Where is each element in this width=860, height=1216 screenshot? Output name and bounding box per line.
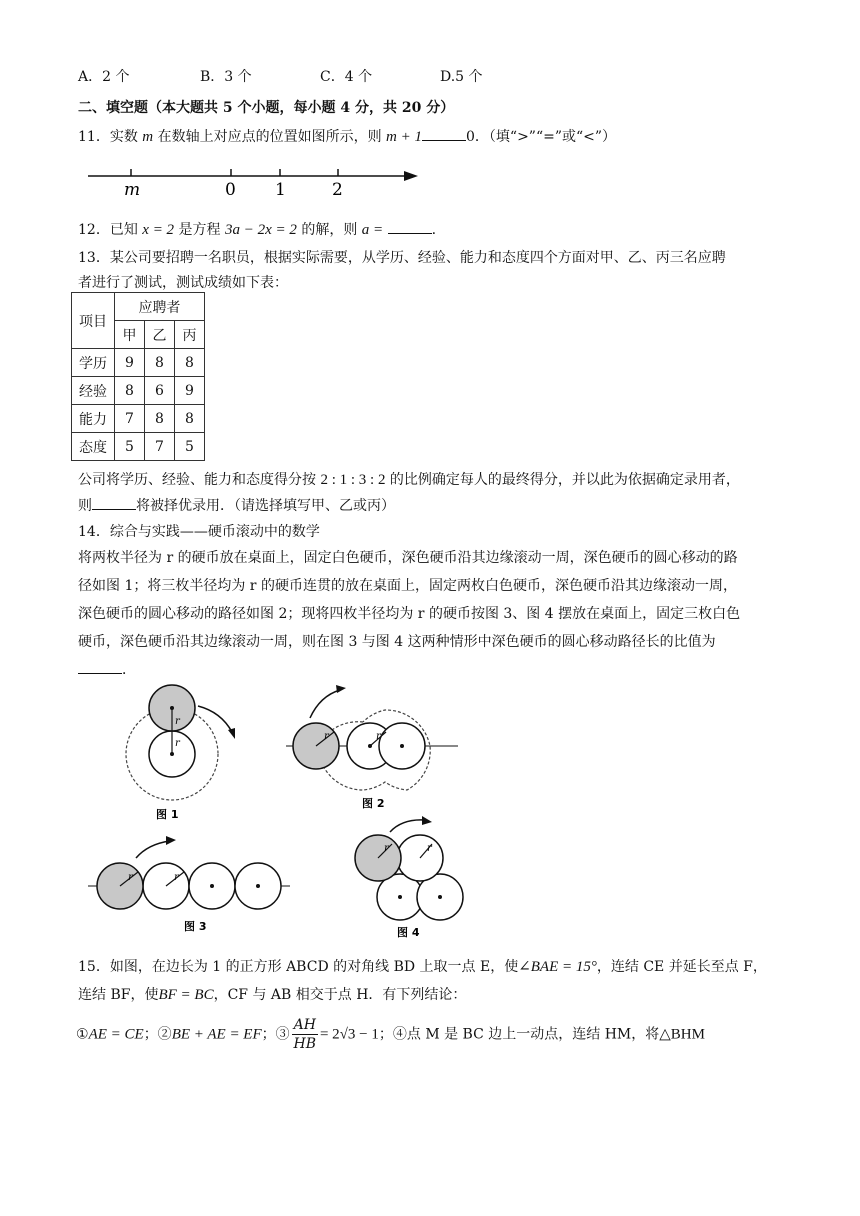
q15-l1-a: 15．如图，在边长为 1 的正方形 ABCD 的对角线 BD 上取一点 E，使 <box>78 959 519 975</box>
q14-l5-text: ． <box>122 662 136 678</box>
q15-l2-b: ，CF 与 AB 相交于点 H．有下列结论： <box>213 987 467 1003</box>
score-cell: 7 <box>115 405 145 433</box>
arrow-icon <box>166 836 176 845</box>
q15-c3-rhs: = 2√3 − 1 <box>319 1026 379 1043</box>
fig2-roll-arrow <box>310 690 340 718</box>
option-c: C．4 个 <box>320 69 373 85</box>
q11-var: m <box>142 129 154 145</box>
q15-angle: ∠BAE = 15° <box>518 959 597 975</box>
q13-after1-a: 公司将学历、经验、能力和态度得分按 <box>78 472 316 488</box>
q15-sep1: ；② <box>143 1026 172 1043</box>
q11-prefix: 11．实数 <box>78 129 138 145</box>
fig3-r-label: r <box>128 872 133 883</box>
row-item: 能力 <box>72 405 115 433</box>
figure-2 <box>280 684 465 814</box>
option-b: B．3 个 <box>200 69 252 85</box>
question-11 <box>78 126 616 146</box>
q13-after1 <box>78 469 740 489</box>
q14-l2: 径如图 1；将三枚半径均为 r 的硬币连贯的放在桌面上，固定两枚白色硬币，深色硬币沿其边缘滚动一周， <box>78 578 737 594</box>
q15-c1-num: ① <box>76 1026 89 1043</box>
fig4-r-label: r <box>427 843 432 854</box>
fig3-roll-arrow <box>136 841 170 858</box>
score-cell: 9 <box>175 377 205 405</box>
q15-l1 <box>78 956 767 976</box>
q15-cond: BF = BC <box>158 987 214 1003</box>
option-a: A．2 个 <box>78 69 130 85</box>
q15-conclusions <box>76 1016 705 1053</box>
q15-l1-b: ，连结 CE 并延长至点 F， <box>596 959 767 975</box>
fig3-center <box>210 884 214 888</box>
table-corner: 项目 <box>72 293 115 349</box>
fig2-center <box>368 744 372 748</box>
q15-l2-a: 连结 BF，使 <box>78 987 159 1003</box>
fig1-center-white <box>170 752 174 756</box>
fig4-r-label: r <box>384 843 389 854</box>
score-cell: 5 <box>115 433 145 461</box>
fig1-caption: 图 1 <box>156 808 179 821</box>
q15-c2: BE + AE = EF <box>171 1026 262 1043</box>
candidate-jia: 甲 <box>115 321 145 349</box>
candidate-bing: 丙 <box>175 321 205 349</box>
q13-after2-b: 将被择优录用．（请选择填写甲、乙或丙） <box>136 498 395 514</box>
q11-expr: m + 1 <box>386 129 422 145</box>
fig1-r-label: r <box>175 716 180 727</box>
q14-l5 <box>78 659 136 679</box>
arrow-icon <box>228 728 235 739</box>
arrow-icon <box>336 685 346 693</box>
label-2: 2 <box>332 180 343 200</box>
figure-1 <box>118 684 248 824</box>
fig2-r-label: r <box>376 731 381 742</box>
score-cell: 8 <box>175 349 205 377</box>
q13-after2 <box>78 495 395 515</box>
q13-line1: 13．某公司要招聘一名职员，根据实际需要，从学历、经验、能力和态度四个方面对甲、乙、丙三名应聘 <box>78 250 726 266</box>
q15-l2 <box>78 984 466 1004</box>
q14-l4: 硬币，深色硬币沿其边缘滚动一周，则在图 3 与图 4 这两种情形中深色硬币的圆心移动路径长的比值为 <box>78 634 716 650</box>
q15-frac-num: AH <box>293 1017 316 1033</box>
score-cell: 8 <box>175 405 205 433</box>
q12-cond: x = 2 <box>142 222 175 238</box>
table-row <box>72 433 205 461</box>
q12-suffix: . <box>431 222 437 238</box>
q15-c1: AE = CE <box>88 1026 144 1043</box>
option-d: D.5 个 <box>440 69 483 85</box>
q12-ask: a = <box>361 222 384 238</box>
table-row <box>72 405 205 433</box>
score-table <box>71 292 205 461</box>
q12-mid: 是方程 <box>178 222 221 238</box>
q15-fraction <box>292 1016 318 1053</box>
table-row <box>72 377 205 405</box>
table-group: 应聘者 <box>115 293 205 321</box>
figure-4 <box>350 814 470 940</box>
q13-after2-a: 则 <box>78 498 92 514</box>
fig1-center-dark <box>170 706 174 710</box>
q13-line2: 者进行了测试，测试成绩如下表： <box>78 275 288 291</box>
row-item: 经验 <box>72 377 115 405</box>
q13-after1-b: 的比例确定每人的最终得分，并以此为依据确定录用者， <box>389 472 740 488</box>
score-cell: 8 <box>145 405 175 433</box>
fig1-roll-arrow <box>198 706 232 732</box>
section-heading: 二、填空题（本大题共 5 个小题，每小题 4 分，共 20 分） <box>78 100 455 116</box>
fig3-r-label: r <box>174 872 179 883</box>
score-cell: 5 <box>175 433 205 461</box>
fig3-center <box>256 884 260 888</box>
q12-answer-blank[interactable] <box>388 219 432 234</box>
fig3-caption: 图 3 <box>184 920 207 933</box>
score-cell: 6 <box>145 377 175 405</box>
q15-c4: ；④点 M 是 BC 边上一动点，连结 HM，将 <box>378 1026 660 1043</box>
q12-mid2: 的解，则 <box>301 222 358 238</box>
label-1: 1 <box>275 180 286 200</box>
q14-answer-blank[interactable] <box>78 659 122 674</box>
fig2-r-label: r <box>324 731 329 742</box>
q11-mid: 在数轴上对应点的位置如图所示，则 <box>157 129 382 145</box>
q14-title: 14．综合与实践——硬币滚动中的数学 <box>78 524 320 540</box>
score-cell: 8 <box>145 349 175 377</box>
q15-frac-den: HB <box>293 1036 317 1052</box>
q13-ratio: 2 : 1 : 3 : 2 <box>320 472 386 488</box>
fig2-caption: 图 2 <box>362 797 385 810</box>
question-12 <box>78 219 436 239</box>
label-m: m <box>124 180 141 200</box>
row-item: 态度 <box>72 433 115 461</box>
q13-answer-blank[interactable] <box>92 495 136 510</box>
fig2-center <box>400 744 404 748</box>
table-row <box>72 349 205 377</box>
arrow-icon <box>422 816 432 825</box>
q12-prefix: 12．已知 <box>78 222 138 238</box>
number-line <box>84 160 424 200</box>
fig4-roll-arrow <box>390 820 424 832</box>
figure-3 <box>86 834 296 934</box>
score-cell: 8 <box>115 377 145 405</box>
candidate-yi: 乙 <box>145 321 175 349</box>
row-item: 学历 <box>72 349 115 377</box>
q11-answer-blank[interactable] <box>422 126 466 141</box>
label-0: 0 <box>225 180 236 200</box>
q15-c4-tri: △BHM <box>659 1026 705 1043</box>
score-cell: 7 <box>145 433 175 461</box>
q11-suffix: 0．（填“>”“=”或“<”） <box>466 129 617 145</box>
q14-l3: 深色硬币的圆心移动的路径如图 2；现将四枚半径均为 r 的硬币按图 3、图 4 摆放在桌面上，固定三枚白色 <box>78 606 741 622</box>
fig4-caption: 图 4 <box>397 926 420 939</box>
score-cell: 9 <box>115 349 145 377</box>
fig1-r-label: r <box>175 738 180 749</box>
fig4-center <box>398 895 402 899</box>
fig4-center <box>438 895 442 899</box>
q15-sep2: ；③ <box>261 1026 290 1043</box>
arrow-icon <box>404 171 418 181</box>
q14-l1: 将两枚半径为 r 的硬币放在桌面上，固定白色硬币，深色硬币沿其边缘滚动一周，深色硬币的圆心移动的路 <box>78 550 738 566</box>
q12-equation: 3a − 2x = 2 <box>224 222 297 238</box>
